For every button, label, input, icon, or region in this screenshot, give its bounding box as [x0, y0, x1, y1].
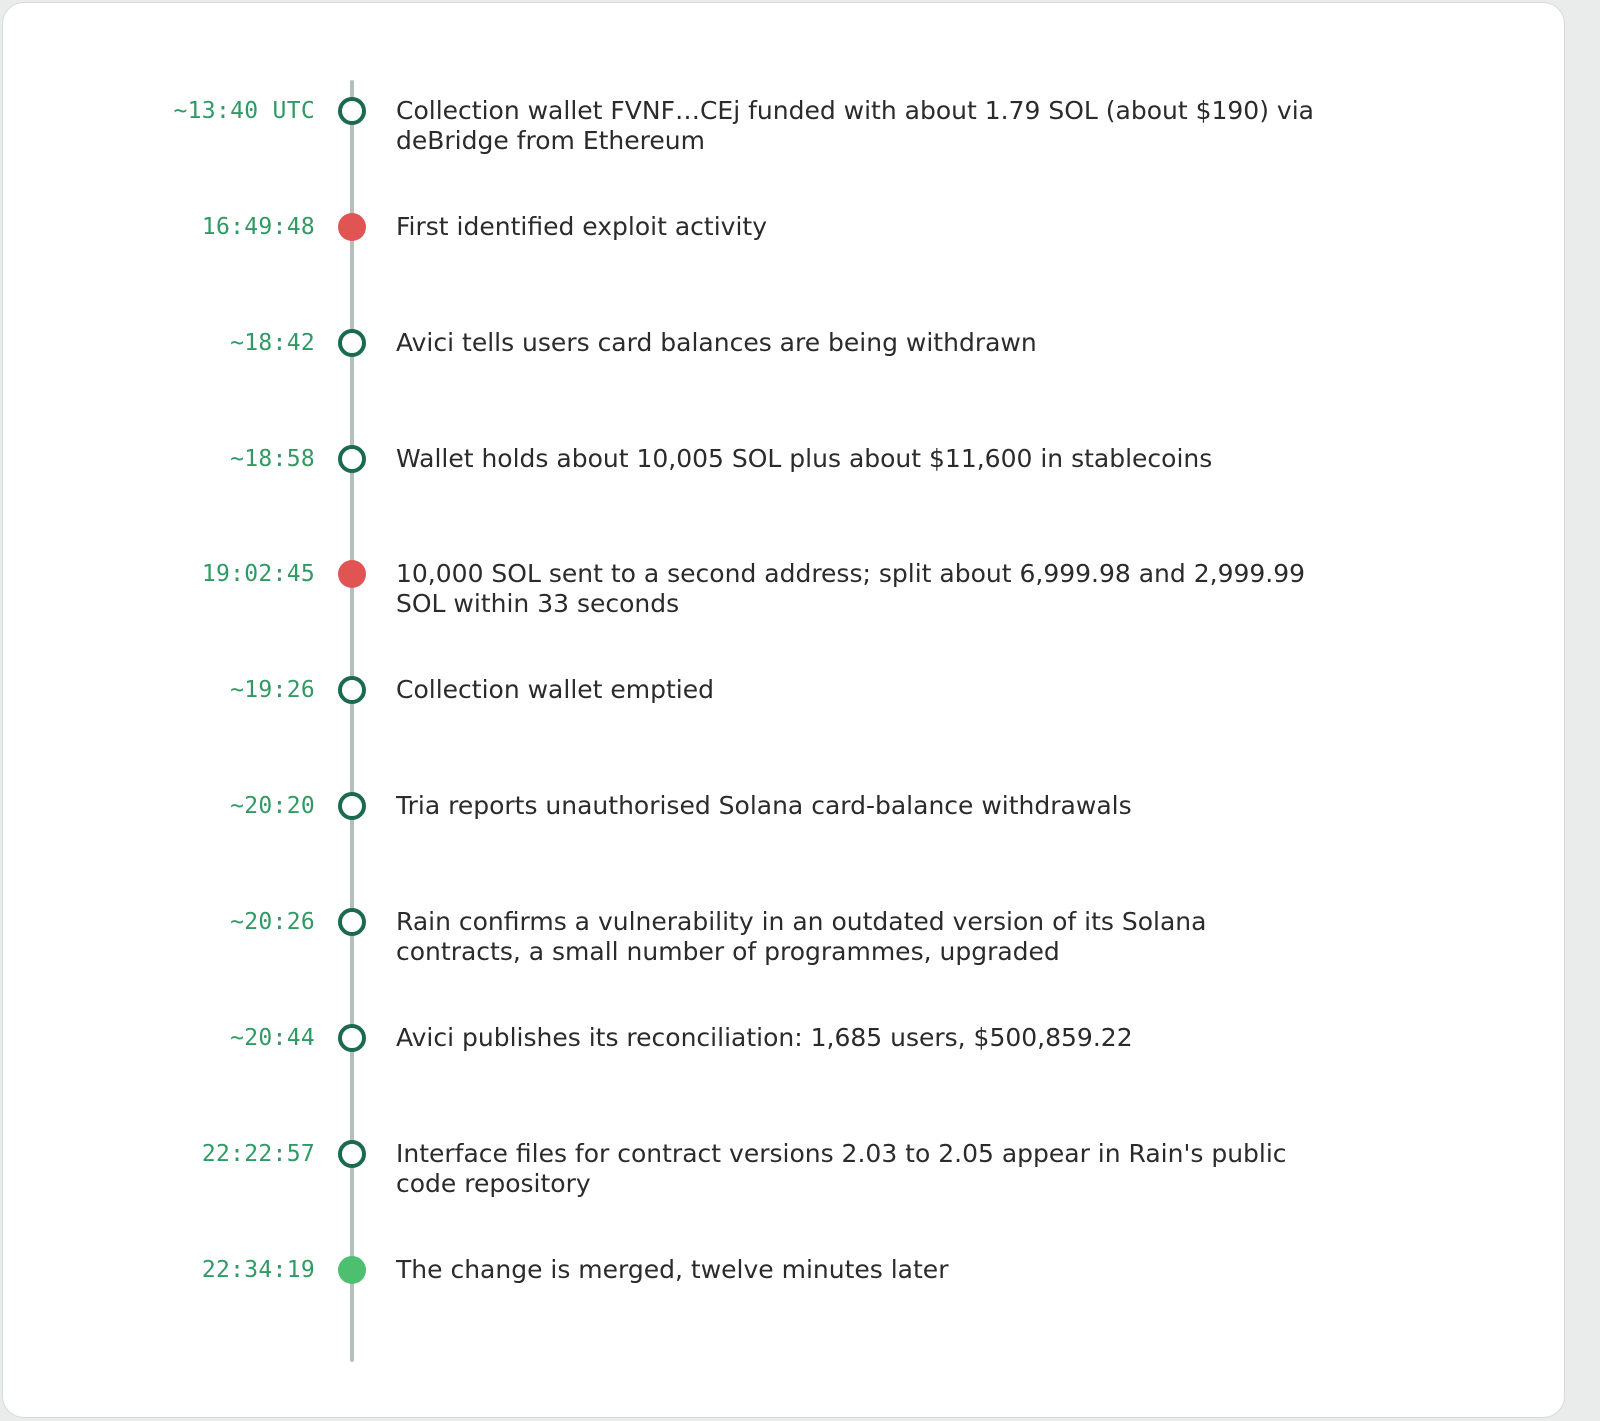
event-time: ~19:26 [230, 677, 315, 703]
event-time: 22:34:19 [201, 1257, 315, 1283]
timeline-event [3, 675, 1563, 785]
event-time: ~18:42 [230, 330, 315, 356]
red-dot-marker-icon [338, 213, 366, 241]
red-dot-marker-icon [338, 560, 366, 588]
event-time: ~13:40 UTC [173, 98, 315, 124]
timeline-event [3, 559, 1563, 669]
event-description: Interface files for contract versions 2.03 to 2.05 appear in Rain's public code repository [396, 1139, 1287, 1198]
hollow-circle-marker-icon [338, 329, 366, 357]
event-time: ~18:58 [230, 446, 315, 472]
hollow-circle-marker-icon [338, 908, 366, 936]
timeline-card [2, 2, 1565, 1418]
timeline-event [3, 791, 1563, 901]
hollow-circle-marker-icon [338, 97, 366, 125]
timeline-event [3, 907, 1563, 1017]
event-description: Rain confirms a vulnerability in an outdated version of its Solana contracts, a small number of programmes, upgraded [396, 907, 1207, 966]
event-time: 16:49:48 [201, 214, 315, 240]
event-description: First identified exploit activity [396, 212, 767, 241]
timeline-event [3, 1023, 1563, 1133]
event-time: ~20:26 [230, 909, 315, 935]
hollow-circle-marker-icon [338, 1024, 366, 1052]
event-description: 10,000 SOL sent to a second address; split about 6,999.98 and 2,999.99 SOL within 33 seconds [396, 559, 1306, 618]
hollow-circle-marker-icon [338, 792, 366, 820]
timeline-event [3, 1255, 1563, 1365]
timeline-event [3, 328, 1563, 438]
hollow-circle-marker-icon [338, 676, 366, 704]
event-description: The change is merged, twelve minutes later [396, 1255, 949, 1284]
event-description: Tria reports unauthorised Solana card-balance withdrawals [396, 791, 1132, 820]
event-description: Avici tells users card balances are being withdrawn [396, 328, 1037, 357]
event-time: ~20:20 [230, 793, 315, 819]
event-time: 19:02:45 [201, 561, 315, 587]
event-time: 22:22:57 [201, 1141, 315, 1167]
timeline-event [3, 1139, 1563, 1249]
timeline-event [3, 96, 1563, 206]
event-description: Avici publishes its reconciliation: 1,685 users, $500,859.22 [396, 1023, 1133, 1052]
timeline-event [3, 444, 1563, 554]
timeline-event [3, 212, 1563, 322]
hollow-circle-marker-icon [338, 1140, 366, 1168]
green-dot-marker-icon [338, 1256, 366, 1284]
event-description: Collection wallet FVNF…CEj funded with about 1.79 SOL (about $190) via deBridge from Ethereum [396, 96, 1314, 155]
event-description: Wallet holds about 10,005 SOL plus about $11,600 in stablecoins [396, 444, 1213, 473]
event-time: ~20:44 [230, 1025, 315, 1051]
hollow-circle-marker-icon [338, 445, 366, 473]
event-description: Collection wallet emptied [396, 675, 714, 704]
